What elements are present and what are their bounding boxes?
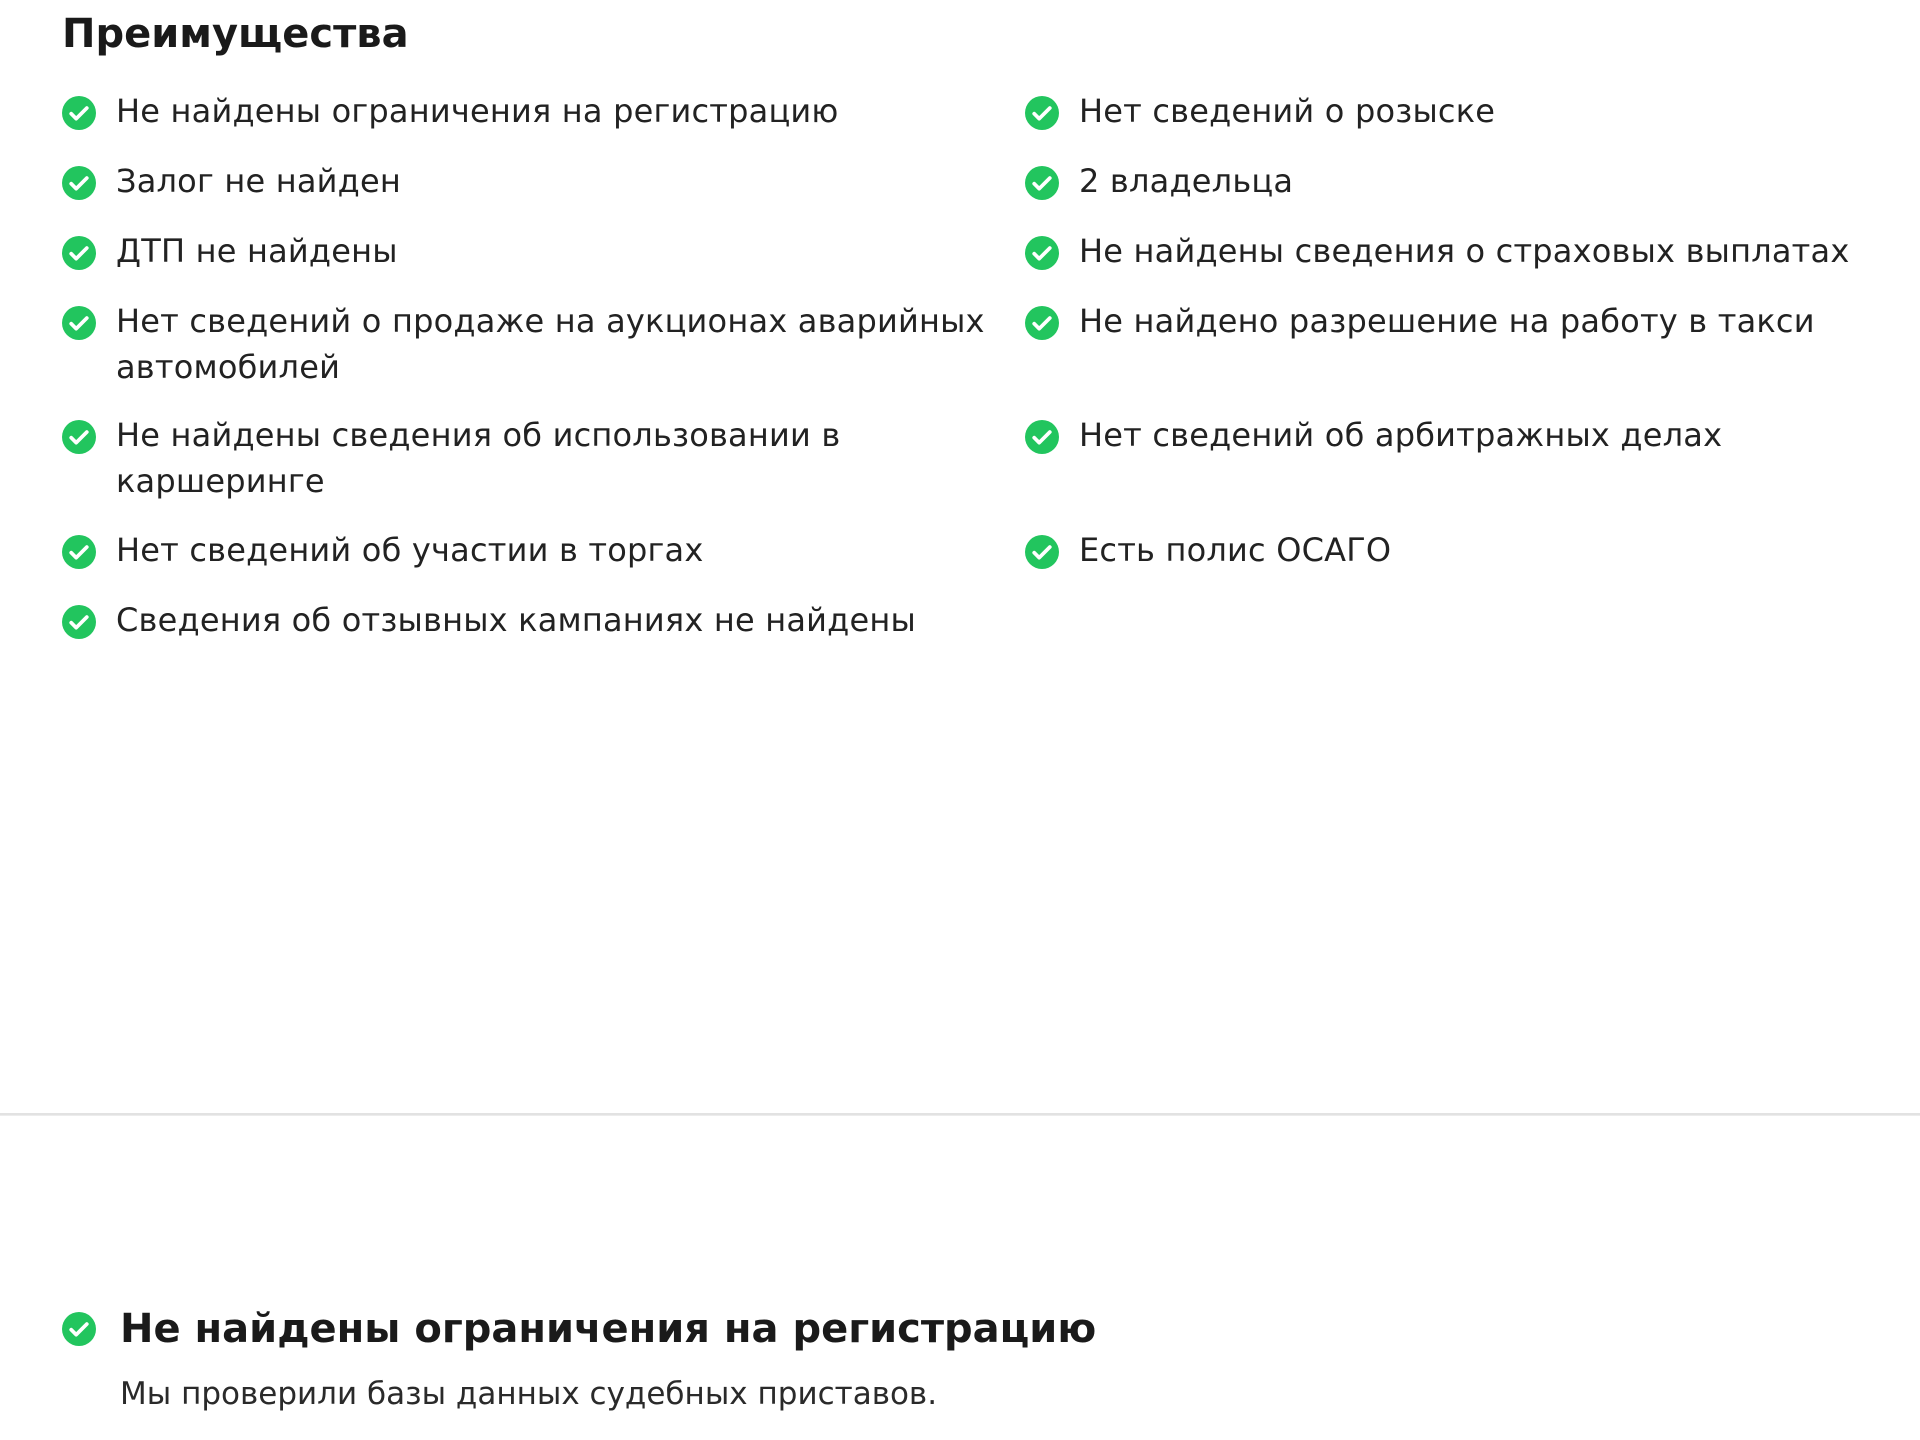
- list-item: [1025, 412, 1905, 458]
- check-circle-icon: [1025, 535, 1059, 569]
- list-item: [1025, 158, 1905, 204]
- advantage-text: Есть полис ОСАГО: [1079, 531, 1392, 569]
- list-item: [62, 298, 992, 390]
- list-item: [1025, 228, 1905, 274]
- advantage-text: Нет сведений о продаже на аукционах аварийных автомобилей: [116, 302, 985, 386]
- list-item: [62, 412, 862, 504]
- list-item: [62, 527, 992, 573]
- list-item: [62, 158, 992, 204]
- advantage-text: Сведения об отзывных кампаниях не найдены: [116, 601, 916, 639]
- advantage-text: Нет сведений о розыске: [1079, 92, 1496, 130]
- list-item: [62, 597, 992, 643]
- check-circle-icon: [1025, 166, 1059, 200]
- list-item: [62, 88, 992, 134]
- advantage-text: Нет сведений об участии в торгах: [116, 531, 704, 569]
- section-divider: [0, 1113, 1920, 1116]
- advantage-text: Не найдены сведения об использовании в каршеринге: [116, 416, 841, 500]
- advantage-text: Залог не найден: [116, 162, 401, 200]
- advantage-text: 2 владельца: [1079, 162, 1294, 200]
- detail-header: [62, 1302, 1862, 1356]
- advantage-text: ДТП не найдены: [116, 232, 398, 270]
- check-circle-icon: [62, 166, 96, 200]
- advantage-text: Не найдены сведения о страховых выплатах: [1079, 232, 1850, 270]
- advantage-text: Не найдены ограничения на регистрацию: [116, 92, 839, 130]
- check-circle-icon: [62, 1312, 96, 1346]
- check-circle-icon: [62, 236, 96, 270]
- check-circle-icon: [62, 306, 96, 340]
- advantages-title: Преимущества: [62, 11, 409, 57]
- list-item: [1025, 298, 1905, 344]
- list-item: [62, 228, 992, 274]
- detail-title: Не найдены ограничения на регистрацию: [120, 1306, 1097, 1352]
- check-circle-icon: [1025, 236, 1059, 270]
- check-circle-icon: [1025, 420, 1059, 454]
- detail-description: Мы проверили базы данных судебных приставов.: [120, 1376, 938, 1412]
- check-circle-icon: [1025, 96, 1059, 130]
- check-circle-icon: [62, 96, 96, 130]
- advantage-text: Не найдено разрешение на работу в такси: [1079, 302, 1815, 340]
- detail-block: [62, 1302, 1862, 1416]
- list-item: [1025, 88, 1905, 134]
- check-circle-icon: [62, 535, 96, 569]
- check-circle-icon: [62, 420, 96, 454]
- check-circle-icon: [62, 605, 96, 639]
- advantage-text: Нет сведений об арбитражных делах: [1079, 416, 1723, 454]
- list-item: [1025, 527, 1905, 573]
- check-circle-icon: [1025, 306, 1059, 340]
